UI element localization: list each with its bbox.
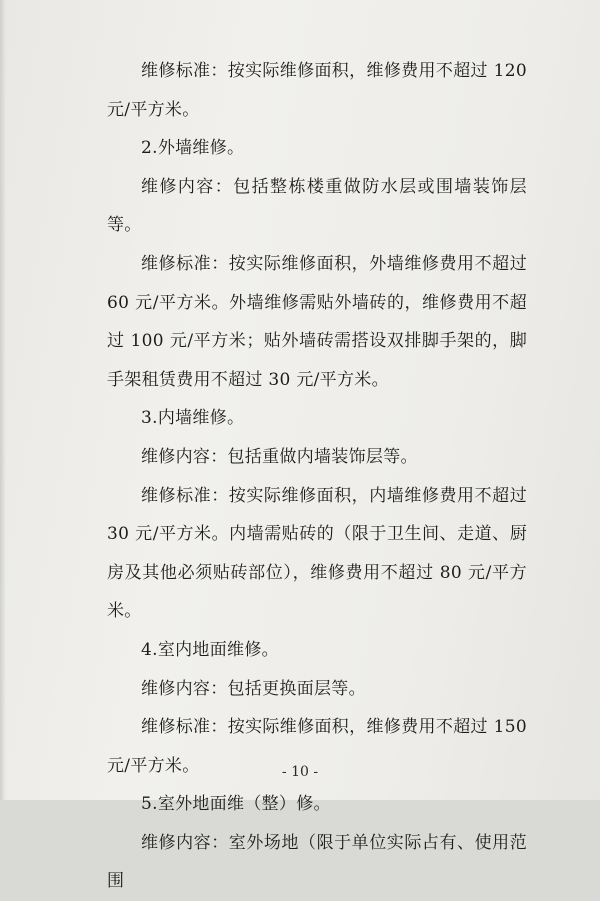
paragraph-exterior-content: 维修内容：包括整栋楼重做防水层或围墙装饰层等。 (107, 176, 527, 236)
page-number: - 10 - (281, 764, 319, 780)
paragraph-exterior-standard: 维修标准：按实际维修面积，外墙维修费用不超过 60 元/平方米。外墙维修需贴外墙砖的，维修费用不超过 100 元/平方米；贴外墙砖需搭设双排脚手架的，脚手架租赁费用不超过 30 元/平方米。 (107, 253, 527, 390)
paragraph-outdoor-content: 维修内容：室外场地（限于单位实际占有、使用范围 (107, 832, 527, 892)
paragraph-floor-content: 维修内容：包括更换面层等。 (141, 678, 366, 699)
page-edge-shadow (0, 0, 6, 800)
paragraph-interior-content: 维修内容：包括重做内墙装饰层等。 (141, 446, 418, 467)
heading-outdoor-ground: 5.室外地面维（整）修。 (141, 794, 331, 815)
paragraph-interior-standard: 维修标准：按实际维修面积，内墙维修费用不超过 30 元/平方米。内墙需贴砖的（限于卫生间、走道、厨房及其他必须贴砖部位），维修费用不超过 80 元/平方米。 (107, 485, 527, 622)
heading-exterior-wall: 2.外墙维修。 (141, 138, 245, 159)
heading-indoor-floor: 4.室内地面维修。 (141, 639, 279, 660)
paragraph-floor-standard: 维修标准：按实际维修面积，维修费用不超过 150 元/平方米。 (107, 717, 527, 776)
heading-interior-wall: 3.内墙维修。 (141, 408, 245, 429)
paragraph-roof-standard: 维修标准：按实际维修面积，维修费用不超过 120 元/平方米。 (107, 61, 527, 120)
